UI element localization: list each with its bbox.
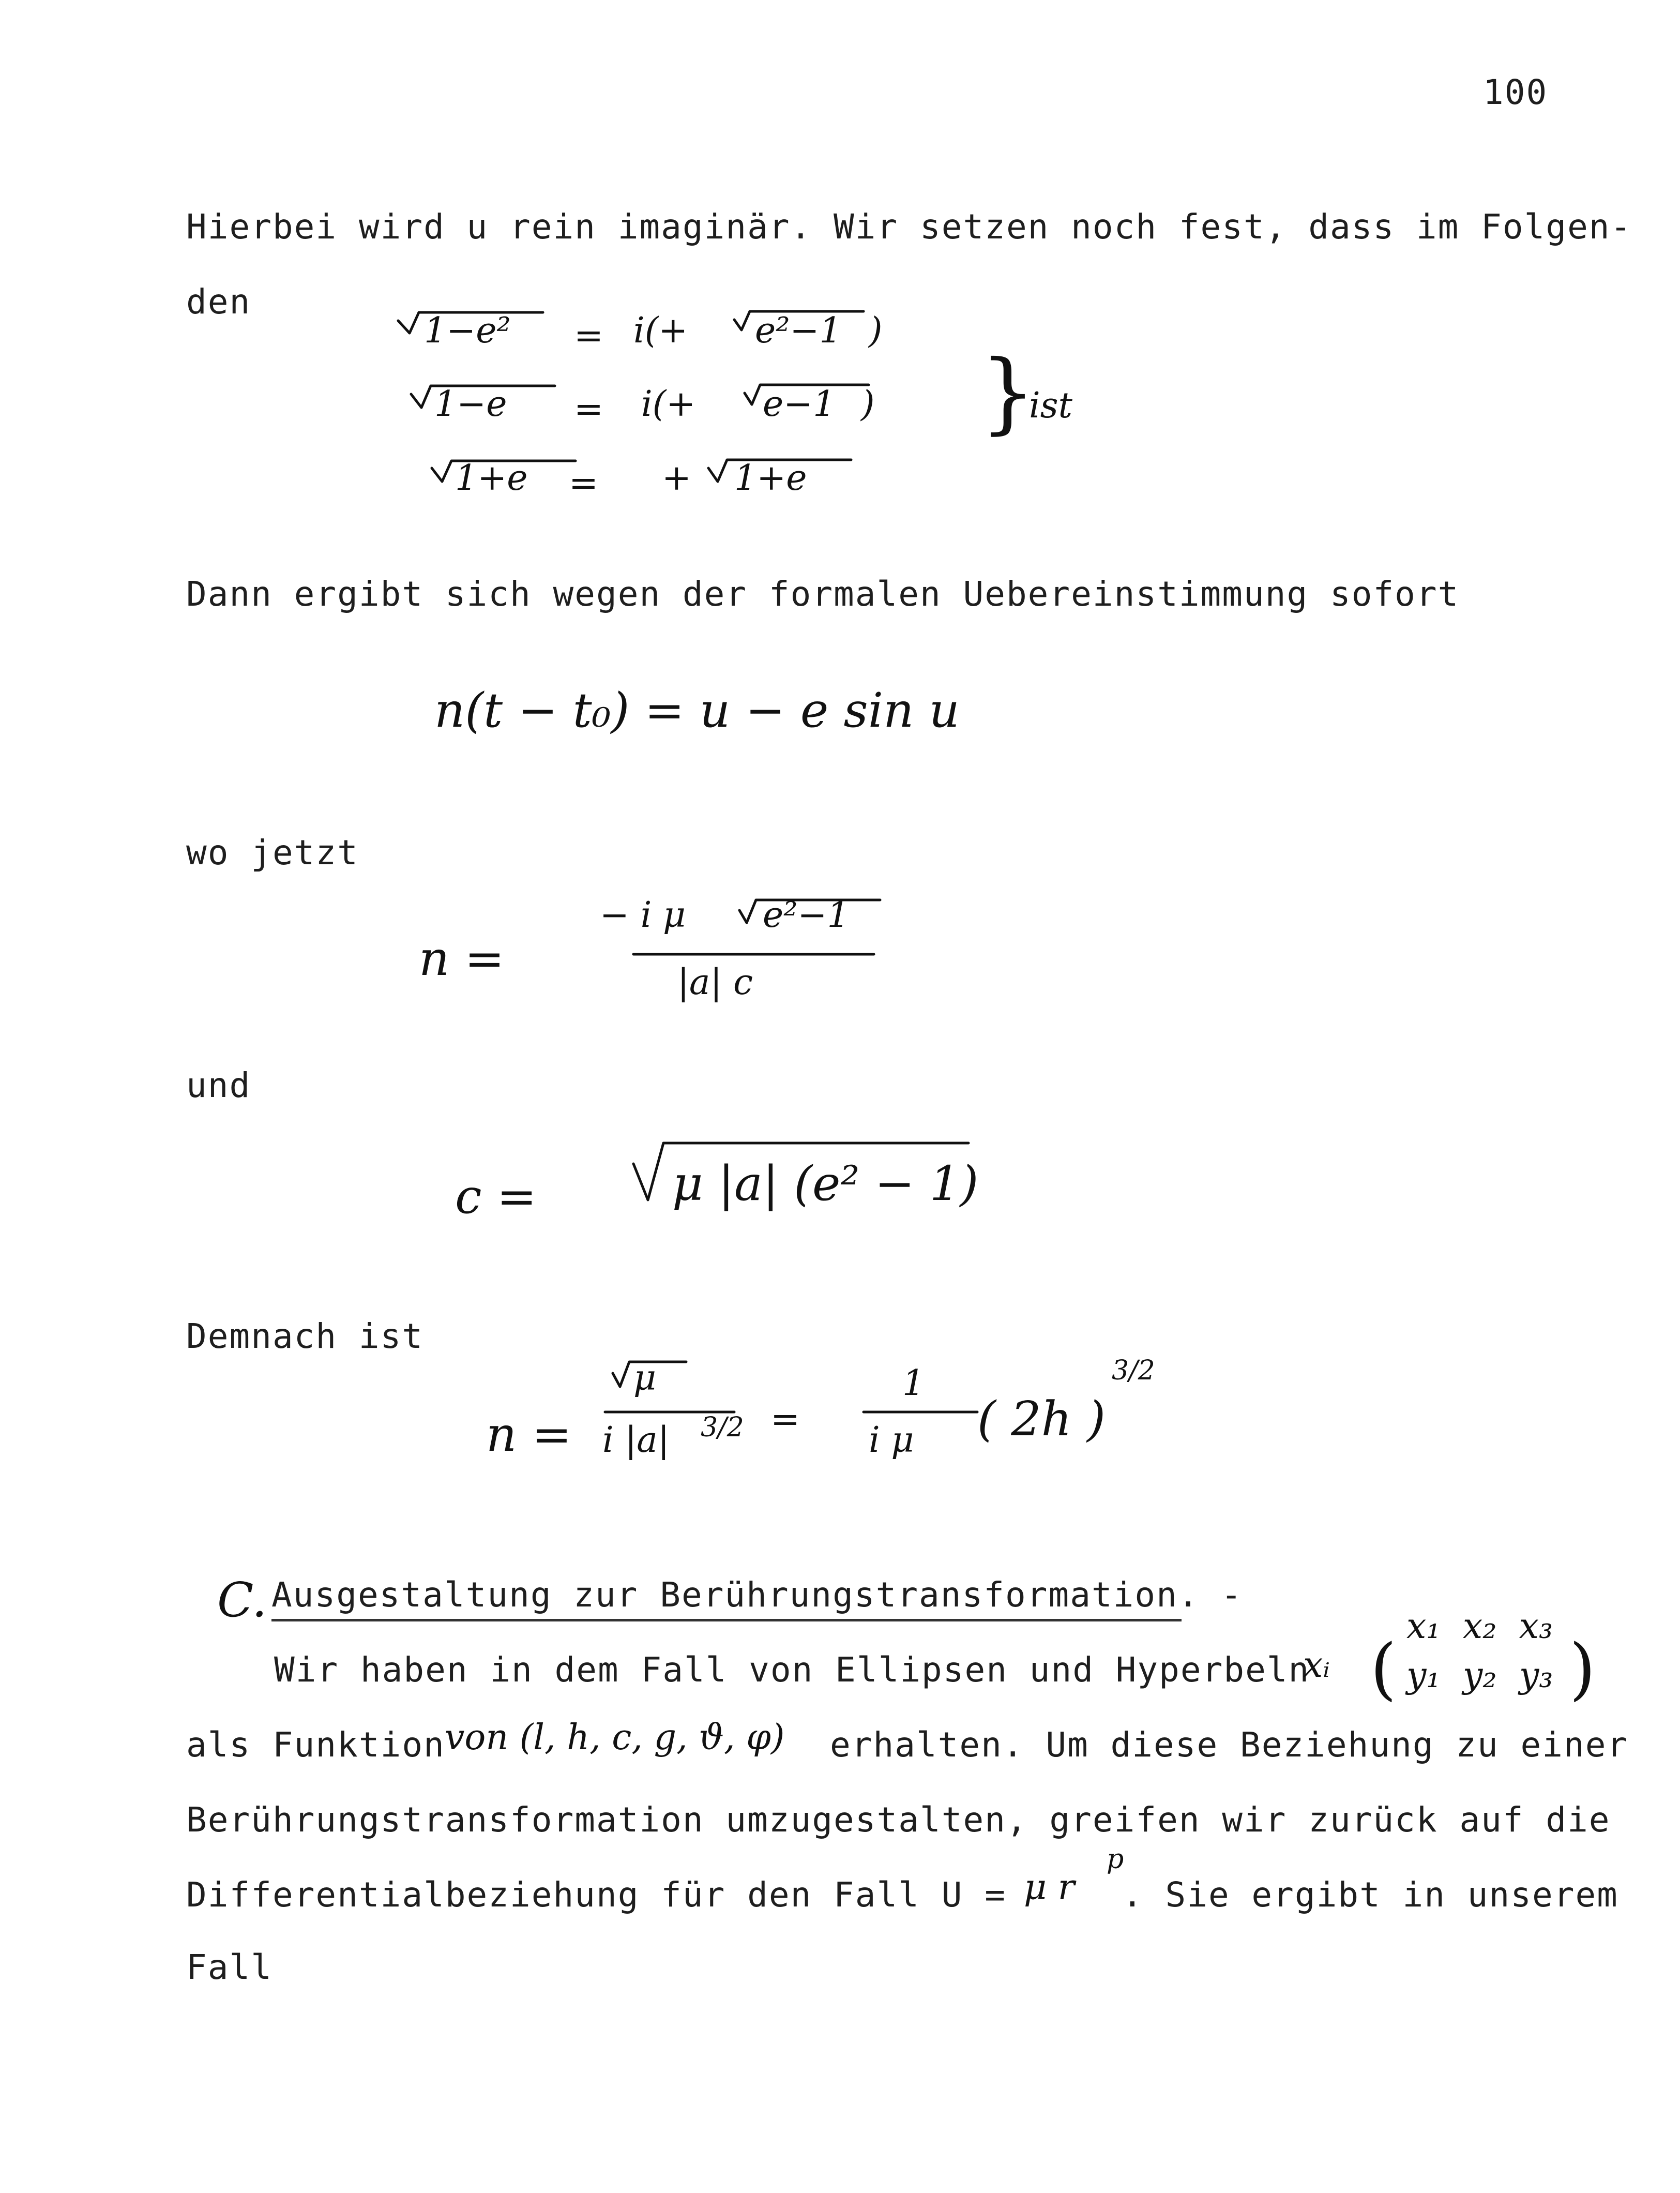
matrix-top-row: x₁ x₂ x₃ [1406,1606,1553,1647]
section-heading-underline [271,1619,1182,1621]
xi-label: xᵢ [1303,1645,1330,1686]
section-letter: C. [217,1572,267,1628]
n2-paren: ( 2h ) [977,1391,1106,1447]
n2-lhs: n = [486,1407,572,1462]
eq3-rhs-rad: 1+e [734,458,807,499]
n2-denominator: i |a| [602,1420,670,1461]
function-variables: von (l, h, c, g, ϑ, φ) [445,1717,785,1758]
eq2-rhs-rad: e−1 [763,384,836,425]
n2-exponent: 3/2 [1112,1355,1155,1386]
text-para1-c: Berührungstransformation umzugestalten, greifen wir zurück auf die [186,1800,1611,1840]
potential-expression: μ r [1024,1867,1075,1908]
eq3-equals: = [569,463,598,504]
eq2-rhs-post: ) [861,384,875,425]
eq1-rhs-pre: i(+ [633,310,688,351]
text-para1-d-post: . Sie ergibt in unserem [1122,1875,1618,1915]
text-para1-b-pre: als Funktion [186,1725,445,1765]
section-heading: Ausgestaltung zur Berührungstransformation. - [271,1575,1243,1615]
text-line-dann: Dann ergibt sich wegen der formalen Uebereinstimmung sofort [186,574,1460,614]
brace-label: ist [1029,385,1072,426]
page-number: 100 [1483,72,1548,112]
n-lhs: n = [419,931,505,986]
text-para1-b-post: erhalten. Um diese Beziehung zu einer [830,1725,1629,1765]
text-line-den: den [186,282,251,322]
eq1-rhs-post: ) [869,310,883,351]
matrix-paren-right: ) [1569,1629,1596,1708]
equation-brace: } [980,341,1036,444]
matrix-bottom-row: y₁ y₂ y₃ [1406,1655,1553,1696]
text-line-demnach: Demnach ist [186,1316,424,1356]
text-line-wo-jetzt: wo jetzt [186,833,359,873]
text-line-hierbei: Hierbei wird u rein imaginär. Wir setzen noch fest, dass im Folgen- [186,207,1632,247]
n2-frac-den: i μ [869,1420,914,1461]
eq2-lhs: 1−e [434,384,507,425]
eq1-lhs: 1−e² [424,310,511,351]
text-line-und: und [186,1065,251,1105]
n2-numerator: μ [633,1358,657,1399]
c-radicand: μ |a| (e² − 1) [672,1156,979,1211]
matrix-paren-left: ( [1370,1629,1397,1708]
eq1-equals: = [574,316,603,356]
n2-frac-num: 1 [902,1363,925,1404]
n-denominator: |a| c [677,962,753,1003]
text-para1-e: Fall [186,1947,273,1987]
eq2-equals: = [574,389,603,430]
kepler-equation: n(t − t₀) = u − e sin u [434,683,960,738]
n-numerator-pre: − i μ [600,895,686,936]
n2-denominator-exponent: 3/2 [701,1412,744,1443]
eq3-rhs-pre: + [662,458,691,499]
text-para1-d-pre: Differentialbeziehung für den Fall U = [186,1875,1006,1915]
text-para1-a: Wir haben in dem Fall von Ellipsen und Hyperbeln [274,1650,1310,1690]
n2-equals: = [770,1399,800,1440]
potential-exponent: p [1107,1844,1124,1875]
eq1-rhs-rad: e²−1 [755,310,842,351]
eq2-rhs-pre: i(+ [641,384,696,425]
n-numerator-rad: e²−1 [763,895,850,936]
c-lhs: c = [455,1169,537,1224]
eq3-lhs: 1+e [455,458,528,499]
